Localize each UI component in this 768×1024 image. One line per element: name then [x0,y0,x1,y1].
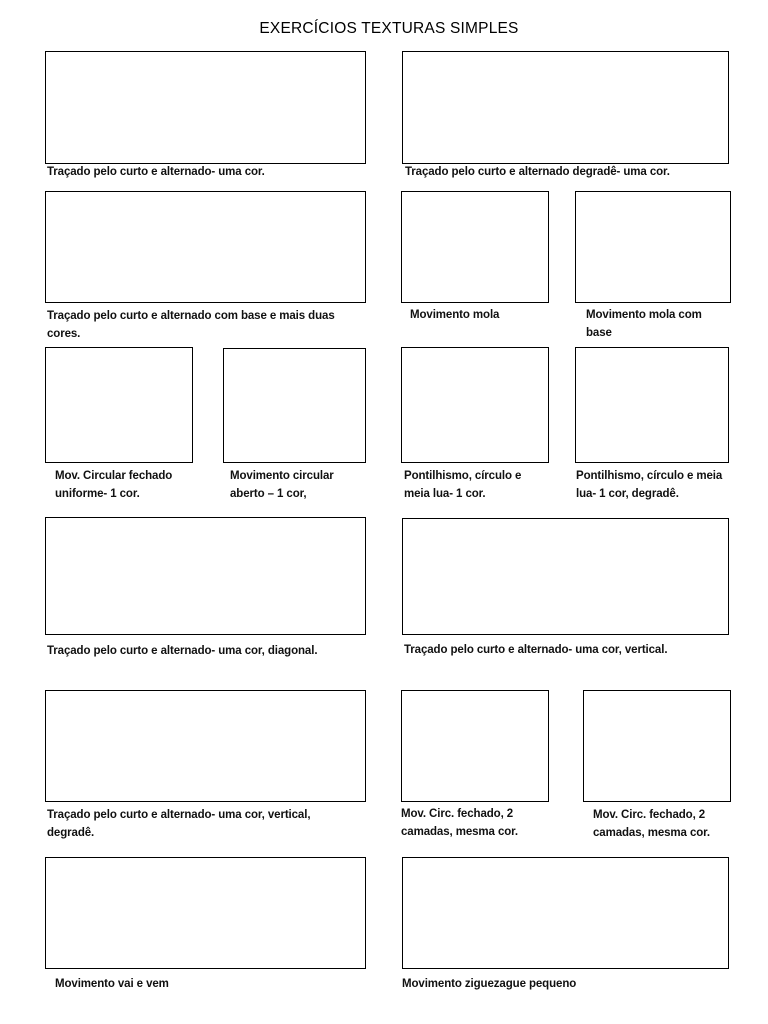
exercise-box-2 [402,51,729,164]
exercise-caption-16: Movimento ziguezague pequeno [402,978,577,990]
exercise-box-4 [401,191,549,303]
exercise-box-1 [45,51,366,164]
exercise-caption-14: Mov. Circ. fechado, 2 camadas, mesma cor. [593,809,711,839]
exercise-box-15 [45,857,366,969]
exercise-caption-6: Mov. Circular fechado uniforme- 1 cor. [55,470,173,500]
exercise-caption-10: Traçado pelo curto e alternado- uma cor, diagonal. [47,645,318,657]
exercise-box-16 [402,857,729,969]
exercise-box-3 [45,191,366,303]
exercise-box-9 [575,347,729,463]
exercise-caption-4: Movimento mola [410,309,500,321]
exercise-caption-9: Pontilhismo, círculo e meia lua- 1 cor, degradê. [576,470,723,500]
exercise-caption-8: Pontilhismo, círculo e meia lua- 1 cor. [404,470,522,500]
exercise-box-12 [45,690,366,802]
exercise-caption-13: Mov. Circ. fechado, 2 camadas, mesma cor. [401,808,519,838]
exercise-caption-1: Traçado pelo curto e alternado- uma cor. [47,166,265,178]
exercise-box-5 [575,191,731,303]
exercise-caption-15: Movimento vai e vem [55,978,169,990]
exercise-box-6 [45,347,193,463]
exercise-box-13 [401,690,549,802]
exercise-caption-2: Traçado pelo curto e alternado degradê- uma cor. [405,166,670,178]
exercise-box-8 [401,347,549,463]
exercise-box-11 [402,518,729,635]
exercise-box-14 [583,690,731,802]
exercise-caption-5: Movimento mola com base [586,309,702,339]
exercise-caption-7: Movimento circular aberto – 1 cor, [230,470,334,500]
exercise-caption-11: Traçado pelo curto e alternado- uma cor, vertical. [404,644,668,656]
exercise-caption-3: Traçado pelo curto e alternado com base e mais duas cores. [47,310,335,340]
exercise-caption-12: Traçado pelo curto e alternado- uma cor, vertical, degradê. [47,809,311,839]
exercise-box-7 [223,348,366,463]
page-title: EXERCÍCIOS TEXTURAS SIMPLES [259,20,519,37]
exercise-box-10 [45,517,366,635]
